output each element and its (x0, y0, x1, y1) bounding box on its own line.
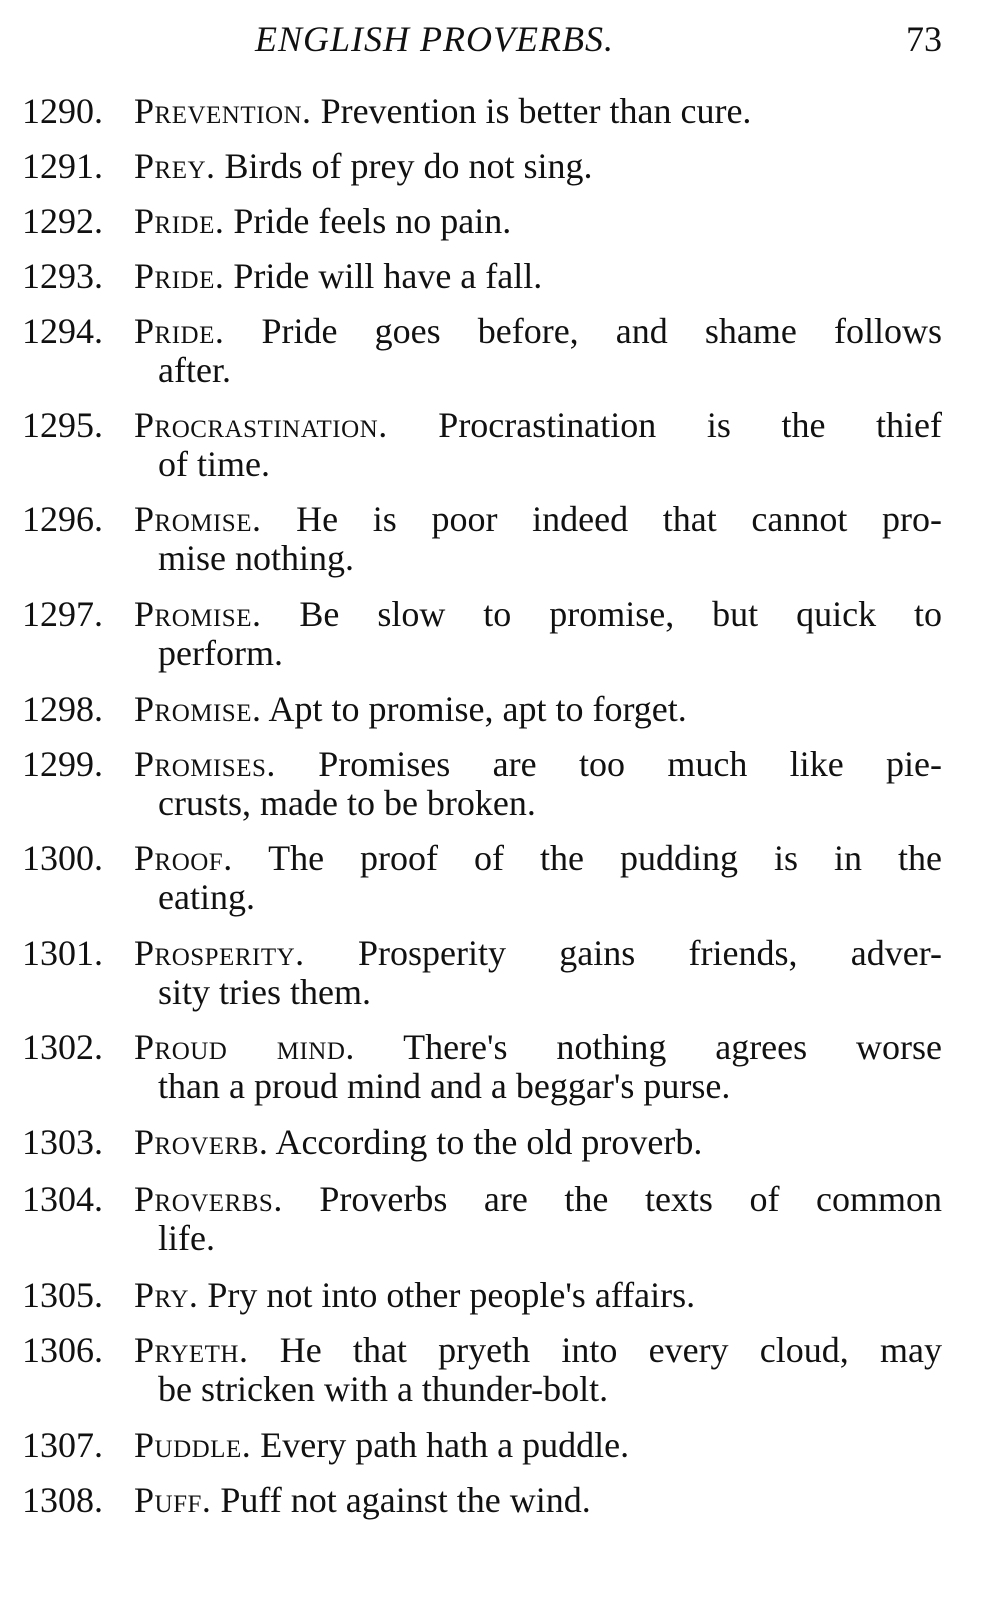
proverb-entry (0, 1180, 1000, 1258)
proverb-text: Pry not into other people's affairs. (207, 1275, 696, 1315)
proverb-list (0, 92, 1000, 1536)
proverb-first-line (134, 839, 942, 878)
proverb-keyword: Prey. (134, 146, 216, 186)
proverb-text: There's nothing agrees worse (403, 1027, 942, 1067)
proverb-keyword: Pride. (134, 201, 225, 241)
proverb-body (134, 1426, 942, 1465)
proverb-first-line (134, 1331, 942, 1370)
proverb-first-line (134, 1123, 942, 1162)
proverb-text: Promises are too much like pie- (318, 744, 943, 784)
proverb-first-line (134, 1180, 942, 1219)
proverb-keyword: Proverb. (134, 1122, 269, 1162)
proverb-keyword: Puff. (134, 1480, 212, 1520)
proverb-number: 1290. (22, 91, 103, 131)
proverb-entry (0, 1426, 1000, 1465)
proverb-entry (0, 406, 1000, 484)
proverb-text: Procrastination is the thief (438, 405, 942, 445)
proverb-number: 1300. (22, 838, 103, 878)
proverb-body (134, 202, 942, 241)
proverb-body (134, 1331, 942, 1409)
proverb-first-line (134, 500, 942, 539)
proverb-entry (0, 92, 1000, 131)
proverb-first-line (134, 147, 942, 186)
proverb-keyword: Pride. (134, 311, 225, 351)
proverb-text: Pride will have a fall. (233, 256, 543, 296)
proverb-entry (0, 690, 1000, 729)
proverb-entry (0, 595, 1000, 673)
proverb-first-line (134, 1276, 942, 1315)
proverb-text: Apt to promise, apt to forget. (268, 689, 687, 729)
proverb-text: Every path hath a puddle. (260, 1425, 630, 1465)
running-header (0, 10, 1000, 70)
proverb-keyword: Prevention. (134, 91, 312, 131)
proverb-text: Puff not against the wind. (220, 1480, 591, 1520)
proverb-body (134, 595, 942, 673)
proverb-continuation: sity tries them. (158, 972, 371, 1012)
proverb-number: 1291. (22, 146, 103, 186)
proverb-number: 1299. (22, 744, 103, 784)
proverb-continuation: life. (158, 1218, 215, 1258)
proverb-keyword: Promise. (134, 594, 262, 634)
proverb-number: 1295. (22, 405, 103, 445)
proverb-entry (0, 1331, 1000, 1409)
proverb-number: 1304. (22, 1179, 103, 1219)
proverb-keyword: Proverbs. (134, 1179, 283, 1219)
proverb-body (134, 690, 942, 729)
proverb-entry (0, 1481, 1000, 1520)
proverb-first-line (134, 934, 942, 973)
proverb-first-line (134, 406, 942, 445)
proverb-text: According to the old proverb. (275, 1122, 703, 1162)
proverb-body (134, 839, 942, 917)
proverb-keyword: Proof. (134, 838, 233, 878)
proverb-continuation: crusts, made to be broken. (158, 783, 536, 823)
proverb-continuation: of time. (158, 444, 270, 484)
proverb-text: Pride feels no pain. (233, 201, 512, 241)
proverb-entry (0, 1123, 1000, 1162)
proverb-number: 1301. (22, 933, 103, 973)
proverb-number: 1307. (22, 1425, 103, 1465)
proverb-text: Birds of prey do not sing. (224, 146, 593, 186)
proverb-continuation: after. (158, 350, 231, 390)
proverb-first-line (134, 745, 942, 784)
proverb-body (134, 745, 942, 823)
proverb-entry (0, 202, 1000, 241)
proverb-keyword: Proud mind. (134, 1027, 355, 1067)
proverb-continuation: be stricken with a thunder-bolt. (158, 1369, 609, 1409)
proverb-text: Be slow to promise, but quick to (299, 594, 943, 634)
proverb-entry (0, 934, 1000, 1012)
proverb-text: Prosperity gains friends, adver- (357, 933, 942, 973)
proverb-entry (0, 147, 1000, 186)
proverb-first-line (134, 690, 942, 729)
proverb-keyword: Puddle. (134, 1425, 252, 1465)
proverb-keyword: Pride. (134, 256, 225, 296)
proverb-entry (0, 839, 1000, 917)
proverb-entry (0, 500, 1000, 578)
proverb-body (134, 92, 942, 131)
proverb-first-line (134, 202, 942, 241)
proverb-entry (0, 257, 1000, 296)
proverb-text: Pride goes before, and shame follows (261, 311, 943, 351)
proverb-keyword: Pryeth. (134, 1330, 249, 1370)
proverb-entry (0, 312, 1000, 390)
proverb-entry (0, 1028, 1000, 1106)
proverb-body (134, 1276, 942, 1315)
proverb-number: 1292. (22, 201, 103, 241)
proverb-keyword: Prosperity. (134, 933, 305, 973)
proverb-body (134, 500, 942, 578)
proverb-body (134, 934, 942, 1012)
proverb-entry (0, 1276, 1000, 1315)
proverb-body (134, 1180, 942, 1258)
proverb-keyword: Pry. (134, 1275, 199, 1315)
proverb-text: Prevention is better than cure. (320, 91, 752, 131)
proverb-continuation: perform. (158, 633, 283, 673)
proverb-keyword: Promise. (134, 689, 262, 729)
proverb-number: 1298. (22, 689, 103, 729)
proverb-number: 1308. (22, 1480, 103, 1520)
proverb-first-line (134, 92, 942, 131)
proverb-body (134, 1481, 942, 1520)
proverb-continuation: than a proud mind and a beggar's purse. (158, 1066, 731, 1106)
proverb-first-line (134, 1028, 942, 1067)
proverb-body (134, 406, 942, 484)
proverb-number: 1303. (22, 1122, 103, 1162)
proverb-number: 1305. (22, 1275, 103, 1315)
proverb-text: He that pryeth into every cloud, may (279, 1330, 943, 1370)
page-number: 73 (906, 19, 942, 59)
proverb-text: The proof of the pudding is in the (268, 838, 942, 878)
proverb-body (134, 1028, 942, 1106)
proverb-text: He is poor indeed that cannot pro- (296, 499, 943, 539)
proverb-body (134, 257, 942, 296)
proverb-entry (0, 745, 1000, 823)
proverb-number: 1294. (22, 311, 103, 351)
proverb-first-line (134, 257, 942, 296)
proverb-keyword: Promises. (134, 744, 276, 784)
proverb-keyword: Promise. (134, 499, 262, 539)
proverb-number: 1302. (22, 1027, 103, 1067)
proverb-keyword: Procrastination. (134, 405, 388, 445)
proverb-body (134, 147, 942, 186)
proverb-text: Proverbs are the texts of common (319, 1179, 942, 1219)
proverb-number: 1293. (22, 256, 103, 296)
proverb-number: 1297. (22, 594, 103, 634)
proverb-number: 1296. (22, 499, 103, 539)
proverb-body (134, 1123, 942, 1162)
proverb-first-line (134, 595, 942, 634)
running-title: ENGLISH PROVERBS. (255, 19, 614, 59)
proverb-first-line (134, 1481, 942, 1520)
proverb-number: 1306. (22, 1330, 103, 1370)
proverb-continuation: eating. (158, 877, 255, 917)
proverb-continuation: mise nothing. (158, 538, 354, 578)
proverb-first-line (134, 1426, 942, 1465)
proverb-body (134, 312, 942, 390)
proverb-first-line (134, 312, 942, 351)
